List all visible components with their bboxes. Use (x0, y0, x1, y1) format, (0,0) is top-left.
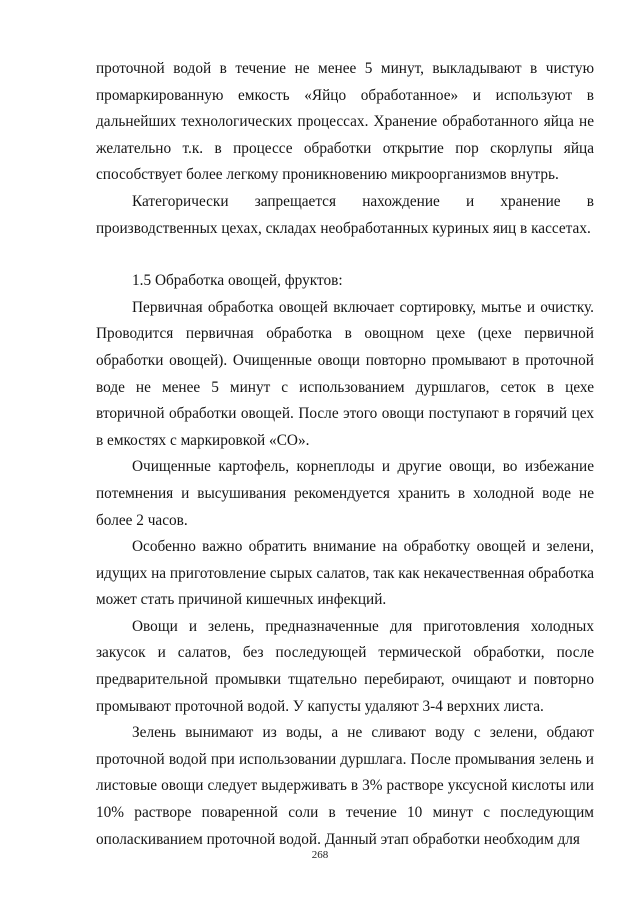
page-number: 268 (311, 849, 329, 861)
paragraph-primary-processing: Первичная обработка овощей включает сортировку, мытье и очистку. Проводится первичная обработка в овощном цехе (цехе первичной обработки овощей). Очищенные овощи повторно промывают в проточной воде не менее 5 минут с использованием дуршлагов, сеток в цехе вторичной обработки овощей. После этого овощи поступают в горячий цех в емкостях с маркировкой «СО». (96, 298, 594, 449)
paragraph-raw-salads: Особенно важно обратить внимание на обработку овощей и зелени, идущих на приготовление сырых салатов, так как некачественная обработка может стать причиной кишечных инфекций. (96, 538, 594, 609)
paragraph-greens-treatment: Зелень вынимают из воды, а не сливают воду с зелени, обдают проточной водой при использовании дуршлага. После промывания зелень и листовые овощи следует выдерживать в 3% растворе уксусной кислоты или 10% растворе поваренной соли в течение 10 минут с последующим ополаскиванием проточной водой. Данный этап обработки необходим для (96, 724, 594, 848)
paragraph-peeled-storage: Очищенные картофель, корнеплоды и другие овощи, во избежание потемнения и высушивания рекомендуется хранить в холодной воде не более 2 часов. (96, 458, 594, 529)
paragraph-egg-storage-ban: Категорически запрещается нахождение и хранение в производственных цехах, складах необработанных куриных яиц в кассетах. (96, 192, 594, 237)
paragraph-cold-appetizers: Овощи и зелень, предназначенные для приготовления холодных закусок и салатов, без последующей термической обработки, после предварительной промывки тщательно перебирают, очищают и повторно промывают проточной водой. У капусты удаляют 3-4 верхних листа. (96, 617, 594, 715)
section-heading: 1.5 Обработка овощей, фруктов: (132, 272, 343, 290)
page-body (96, 56, 594, 853)
paragraph-egg-processing: проточной водой в течение не менее 5 минут, выкладывают в чистую промаркированную емкость «Яйцо обработанное» и используют в дальнейших технологических процессах. Хранение обработанного яйца не желательно т.к. в процессе обработки открытие пор скорлупы яйца способствует более легкому проникновению микроорганизмов внутрь. (96, 60, 594, 184)
section-gap (96, 242, 594, 268)
